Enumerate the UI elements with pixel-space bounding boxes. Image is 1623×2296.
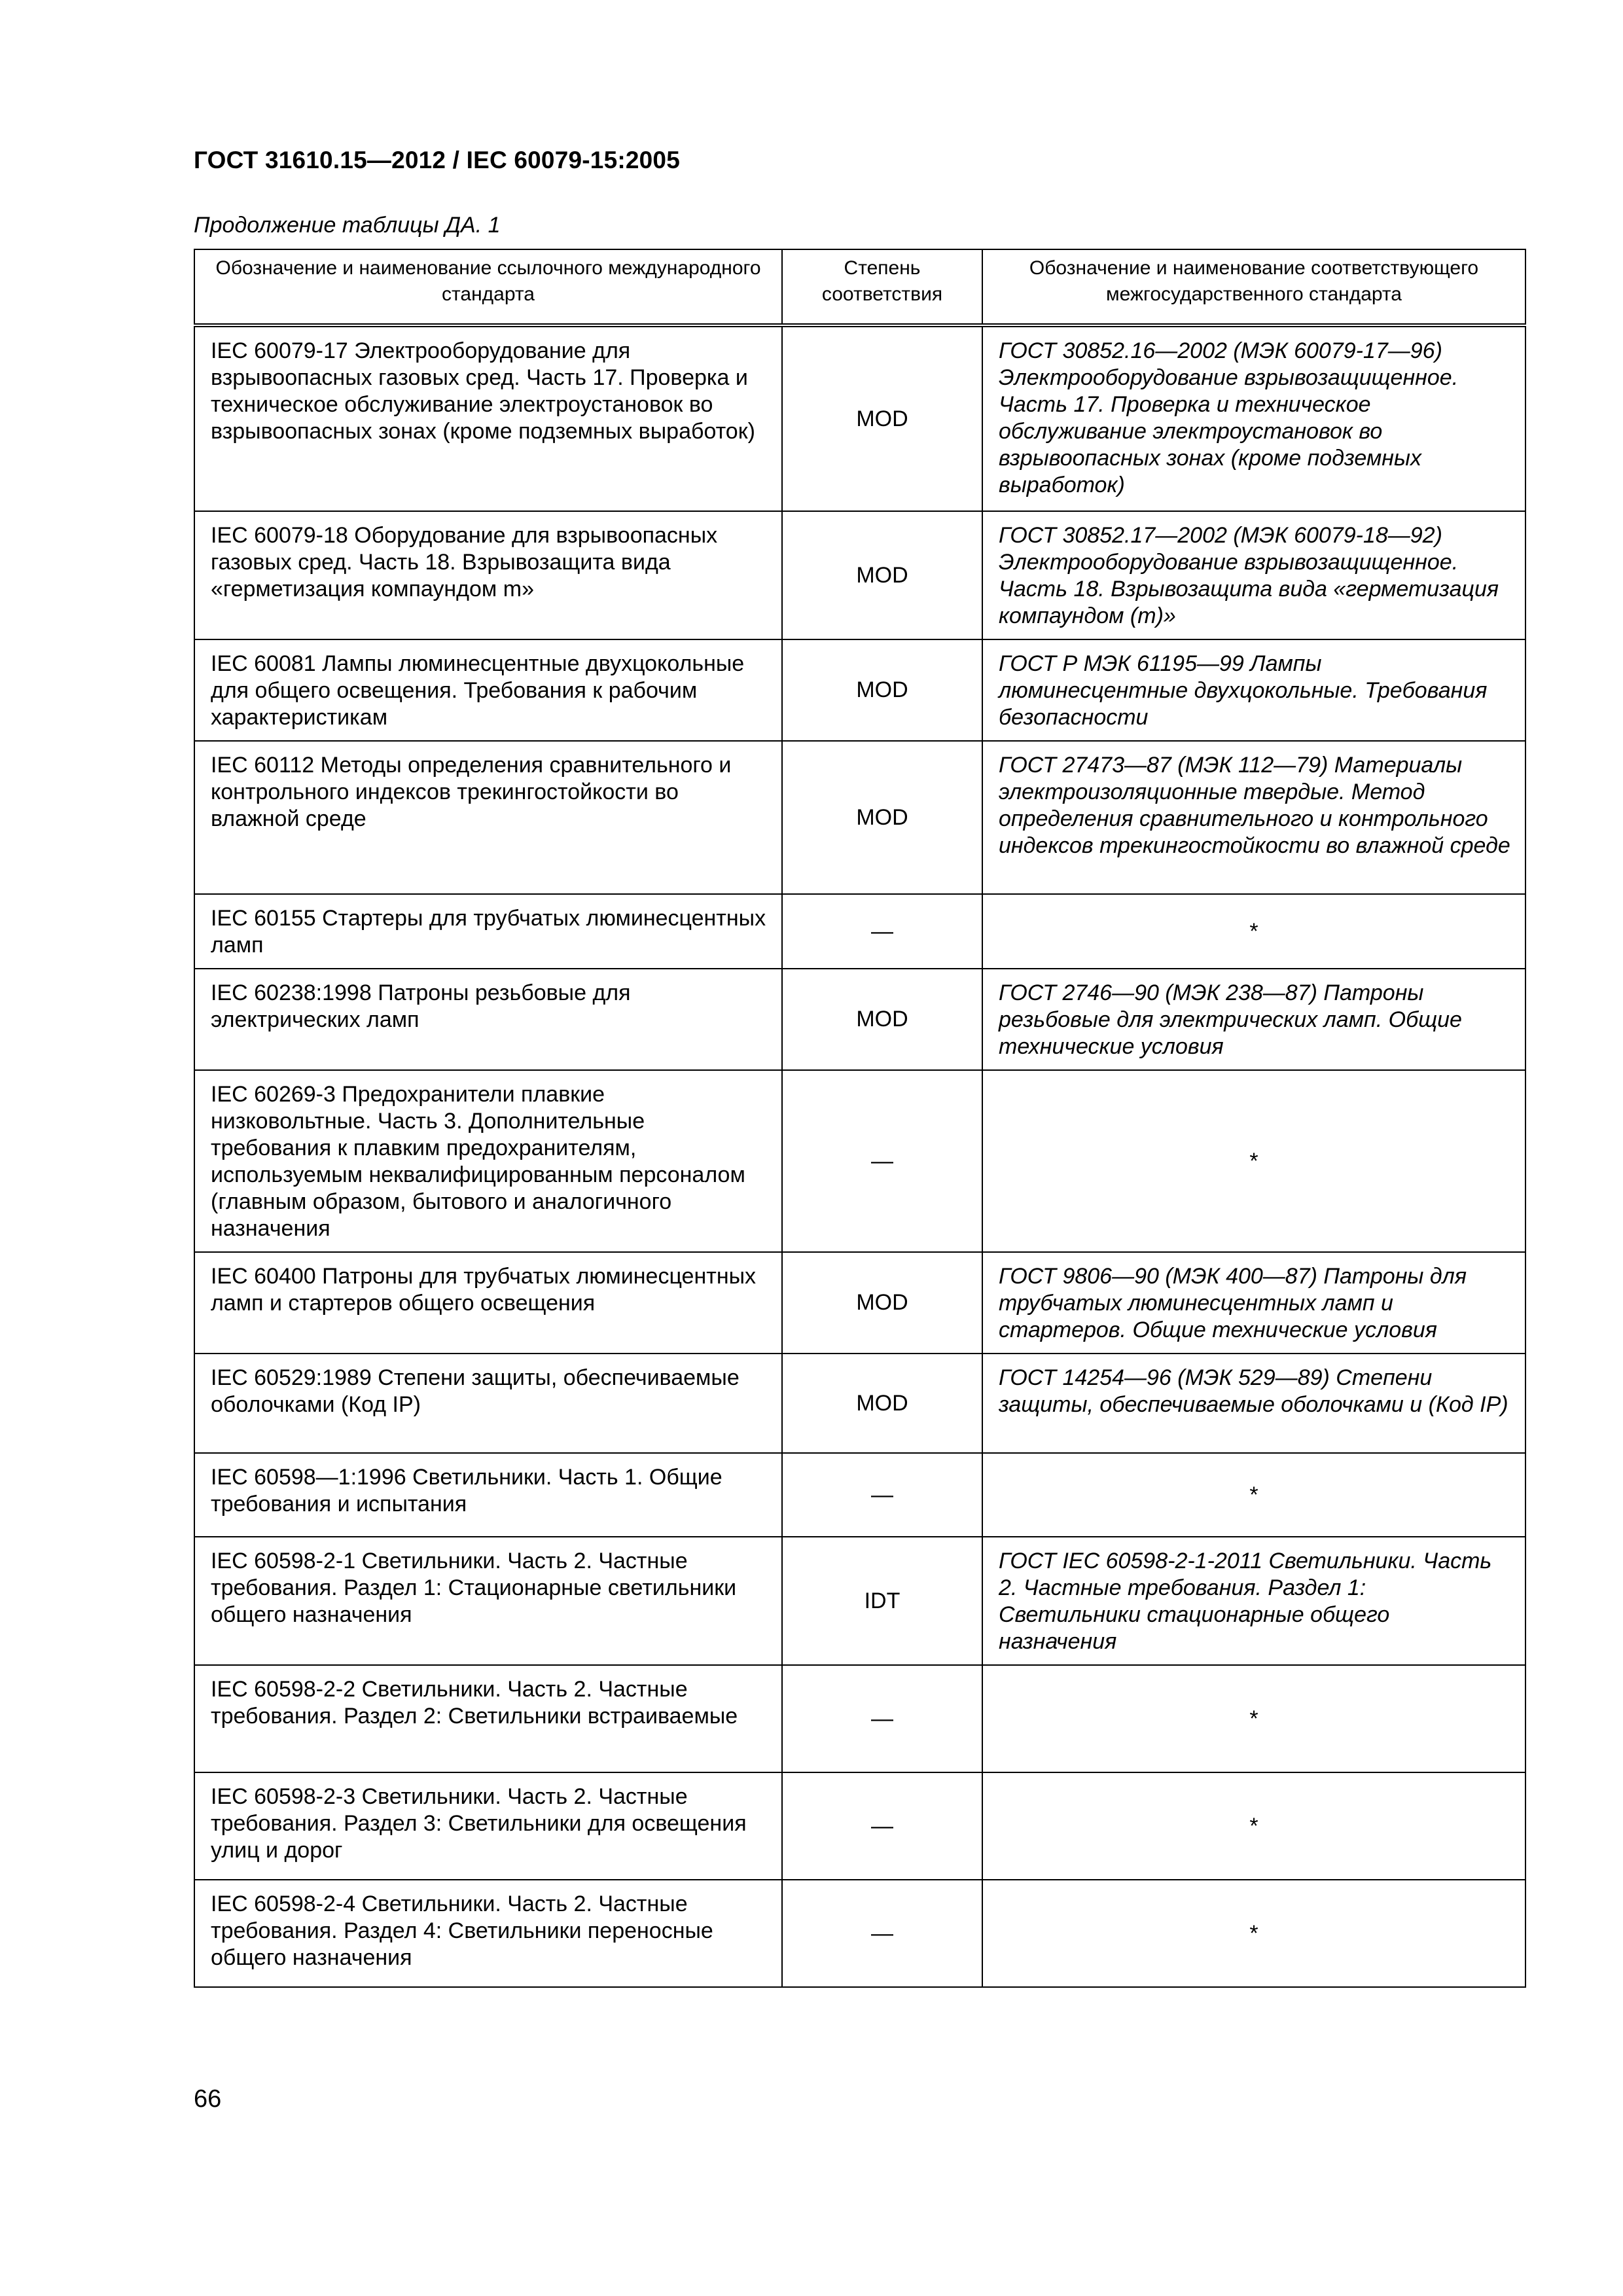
table-row: [194, 325, 1525, 511]
table-row: [194, 1772, 1525, 1880]
degree-cell: —: [782, 1453, 982, 1537]
column-header-degree: Степень соответствия: [782, 249, 982, 325]
table-row: [194, 1453, 1525, 1537]
interstate-standard-cell: ГОСТ 27473—87 (МЭК 112—79) Материалы электроизоляционные твердые. Метод определения сравнительного и контрольного индексов трекингостойкости во влажной среде: [982, 741, 1525, 894]
interstate-standard-cell: ГОСТ IEC 60598-2-1-2011 Светильники. Часть 2. Частные требования. Раздел 1: Светильники стационарные общего назначения: [982, 1537, 1525, 1665]
table-row: [194, 741, 1525, 894]
interstate-standard-cell: ГОСТ 30852.16—2002 (МЭК 60079-17—96) Электрооборудование взрывозащищенное. Часть 17. Проверка и техническое обслуживание электроустановок во взрывоопасных зонах (кроме подземных выработок): [982, 325, 1525, 511]
international-standard-cell: IEC 60598-2-4 Светильники. Часть 2. Частные требования. Раздел 4: Светильники переносные общего назначения: [194, 1880, 782, 1987]
international-standard-cell: IEC 60155 Стартеры для трубчатых люминесцентных ламп: [194, 894, 782, 969]
page-number: 66: [194, 2085, 222, 2113]
interstate-standard-cell: *: [982, 1772, 1525, 1880]
table-row: [194, 1880, 1525, 1987]
table-header-row: [194, 249, 1525, 325]
interstate-standard-cell: *: [982, 1453, 1525, 1537]
degree-cell: MOD: [782, 1252, 982, 1354]
international-standard-cell: IEC 60598—1:1996 Светильники. Часть 1. Общие требования и испытания: [194, 1453, 782, 1537]
degree-cell: —: [782, 1772, 982, 1880]
degree-cell: MOD: [782, 741, 982, 894]
table-caption: Продолжение таблицы ДА. 1: [194, 213, 501, 238]
standards-table: [194, 249, 1526, 1988]
interstate-standard-cell: *: [982, 1070, 1525, 1252]
interstate-standard-cell: *: [982, 894, 1525, 969]
international-standard-cell: IEC 60112 Методы определения сравнительного и контрольного индексов трекингостойкости во влажной среде: [194, 741, 782, 894]
international-standard-cell: IEC 60598-2-3 Светильники. Часть 2. Частные требования. Раздел 3: Светильники для освещения улиц и дорог: [194, 1772, 782, 1880]
document-header: ГОСТ 31610.15—2012 / IEC 60079-15:2005: [194, 147, 680, 173]
interstate-standard-cell: *: [982, 1880, 1525, 1987]
international-standard-cell: IEC 60079-18 Оборудование для взрывоопасных газовых сред. Часть 18. Взрывозащита вида «герметизация компаундом m»: [194, 511, 782, 639]
table-row: [194, 894, 1525, 969]
column-header-international: Обозначение и наименование ссылочного международного стандарта: [194, 249, 782, 325]
table-row: [194, 1537, 1525, 1665]
degree-cell: —: [782, 1070, 982, 1252]
table-row: [194, 1354, 1525, 1453]
interstate-standard-cell: ГОСТ Р МЭК 61195—99 Лампы люминесцентные двухцокольные. Требования безопасности: [982, 639, 1525, 741]
international-standard-cell: IEC 60400 Патроны для трубчатых люминесцентных ламп и стартеров общего освещения: [194, 1252, 782, 1354]
degree-cell: MOD: [782, 639, 982, 741]
international-standard-cell: IEC 60529:1989 Степени защиты, обеспечиваемые оболочками (Код IP): [194, 1354, 782, 1453]
interstate-standard-cell: ГОСТ 30852.17—2002 (МЭК 60079-18—92) Электрооборудование взрывозащищенное. Часть 18. Взрывозащита вида «герметизация компаундом (m)»: [982, 511, 1525, 639]
interstate-standard-cell: ГОСТ 9806—90 (МЭК 400—87) Патроны для трубчатых люминесцентных ламп и стартеров. Общие технические условия: [982, 1252, 1525, 1354]
table-row: [194, 1665, 1525, 1772]
degree-cell: —: [782, 894, 982, 969]
table-row: [194, 1070, 1525, 1252]
degree-cell: MOD: [782, 969, 982, 1070]
international-standard-cell: IEC 60598-2-2 Светильники. Часть 2. Частные требования. Раздел 2: Светильники встраиваемые: [194, 1665, 782, 1772]
degree-cell: MOD: [782, 1354, 982, 1453]
degree-cell: MOD: [782, 511, 982, 639]
table-row: [194, 969, 1525, 1070]
degree-cell: —: [782, 1880, 982, 1987]
degree-cell: IDT: [782, 1537, 982, 1665]
table-row: [194, 1252, 1525, 1354]
international-standard-cell: IEC 60079-17 Электрооборудование для взрывоопасных газовых сред. Часть 17. Проверка и техническое обслуживание электроустановок во взрывоопасных зонах (кроме подземных выработок): [194, 325, 782, 511]
table-row: [194, 639, 1525, 741]
interstate-standard-cell: *: [982, 1665, 1525, 1772]
interstate-standard-cell: ГОСТ 14254—96 (МЭК 529—89) Степени защиты, обеспечиваемые оболочками и (Код IP): [982, 1354, 1525, 1453]
table-row: [194, 511, 1525, 639]
column-header-interstate: Обозначение и наименование соответствующего межгосударственного стандарта: [982, 249, 1525, 325]
degree-cell: MOD: [782, 325, 982, 511]
international-standard-cell: IEC 60598-2-1 Светильники. Часть 2. Частные требования. Раздел 1: Стационарные светильники общего назначения: [194, 1537, 782, 1665]
degree-cell: —: [782, 1665, 982, 1772]
international-standard-cell: IEC 60081 Лампы люминесцентные двухцокольные для общего освещения. Требования к рабочим характеристикам: [194, 639, 782, 741]
international-standard-cell: IEC 60269-3 Предохранители плавкие низковольтные. Часть 3. Дополнительные требования к плавким предохранителям, используемым неквалифицированным персоналом (главным образом, бытового и аналогичного назначения: [194, 1070, 782, 1252]
interstate-standard-cell: ГОСТ 2746—90 (МЭК 238—87) Патроны резьбовые для электрических ламп. Общие технические условия: [982, 969, 1525, 1070]
international-standard-cell: IEC 60238:1998 Патроны резьбовые для электрических ламп: [194, 969, 782, 1070]
